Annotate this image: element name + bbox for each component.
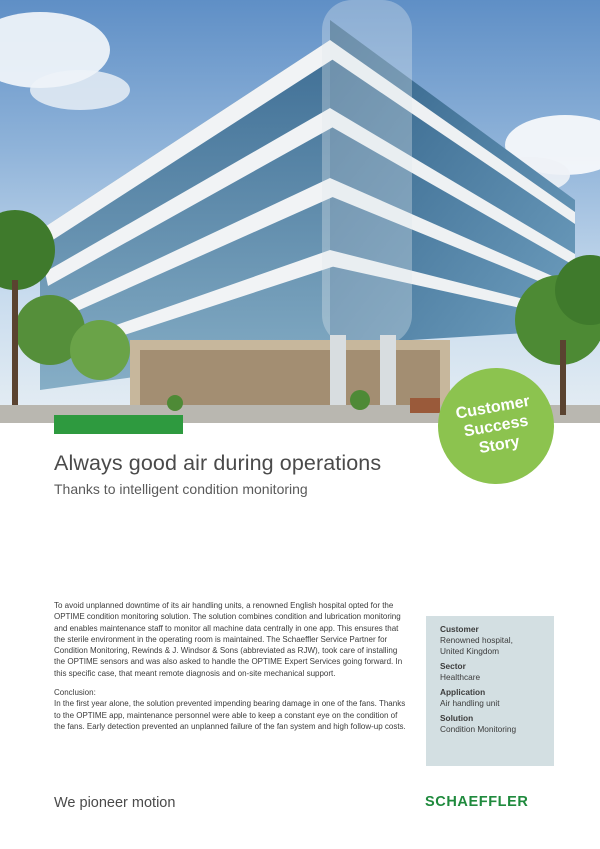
schaeffler-logo: SCHAEFFLER bbox=[425, 794, 529, 810]
info-sector-label: Sector bbox=[440, 661, 466, 671]
conclusion-paragraph: In the first year alone, the solution prevented impending bearing damage in one of the fans. Thanks to the OPTIME app, maintenance personnel were able to keep a constant eye on the condition of the fans. Early detection prevented an unplanned failure of the fan system and high follow-up costs. bbox=[54, 699, 406, 731]
info-application-value: Air handling unit bbox=[440, 698, 500, 708]
info-sector-value: Healthcare bbox=[440, 672, 481, 682]
body-text bbox=[54, 600, 408, 740]
intro-paragraph: To avoid unplanned downtime of its air handling units, a renowned English hospital opted for the OPTIME condition monitoring solution. The solution combines condition and lubrication monitoring and enables maintenance staff to monitor all machine data centrally in one app. This ensures that the sterile environment in the operating room is maintained. The Schaeffler Service Partner for Condition Monitoring, Rewinds & J. Windsor & Sons (abbreviated as RJW), took care of installing the OPTIME sensors and was also asked to handle the OPTIME Expert Services going forward. In this specific case, that meant remote diagnosis and on-site mechanical support. bbox=[54, 601, 403, 678]
info-customer-label: Customer bbox=[440, 624, 479, 634]
building-illustration bbox=[0, 0, 600, 423]
info-application-label: Application bbox=[440, 687, 486, 697]
info-solution-value: Condition Monitoring bbox=[440, 724, 517, 734]
badge-text: Customer Success Story bbox=[454, 392, 531, 457]
hero-image-hospital-building bbox=[0, 0, 600, 423]
info-customer-value: Renowned hospital, United Kingdom bbox=[440, 635, 513, 656]
project-info-box bbox=[426, 616, 554, 766]
info-solution-label: Solution bbox=[440, 713, 474, 723]
page-title: Always good air during operations bbox=[54, 451, 382, 475]
info-application bbox=[440, 687, 554, 709]
page-subtitle: Thanks to intelligent condition monitoring bbox=[54, 481, 308, 497]
info-sector bbox=[440, 661, 554, 683]
footer-slogan: We pioneer motion bbox=[54, 795, 176, 811]
conclusion-heading: Conclusion: bbox=[54, 688, 96, 698]
info-customer bbox=[440, 624, 554, 657]
info-solution bbox=[440, 713, 554, 735]
green-accent-bar bbox=[54, 415, 183, 434]
